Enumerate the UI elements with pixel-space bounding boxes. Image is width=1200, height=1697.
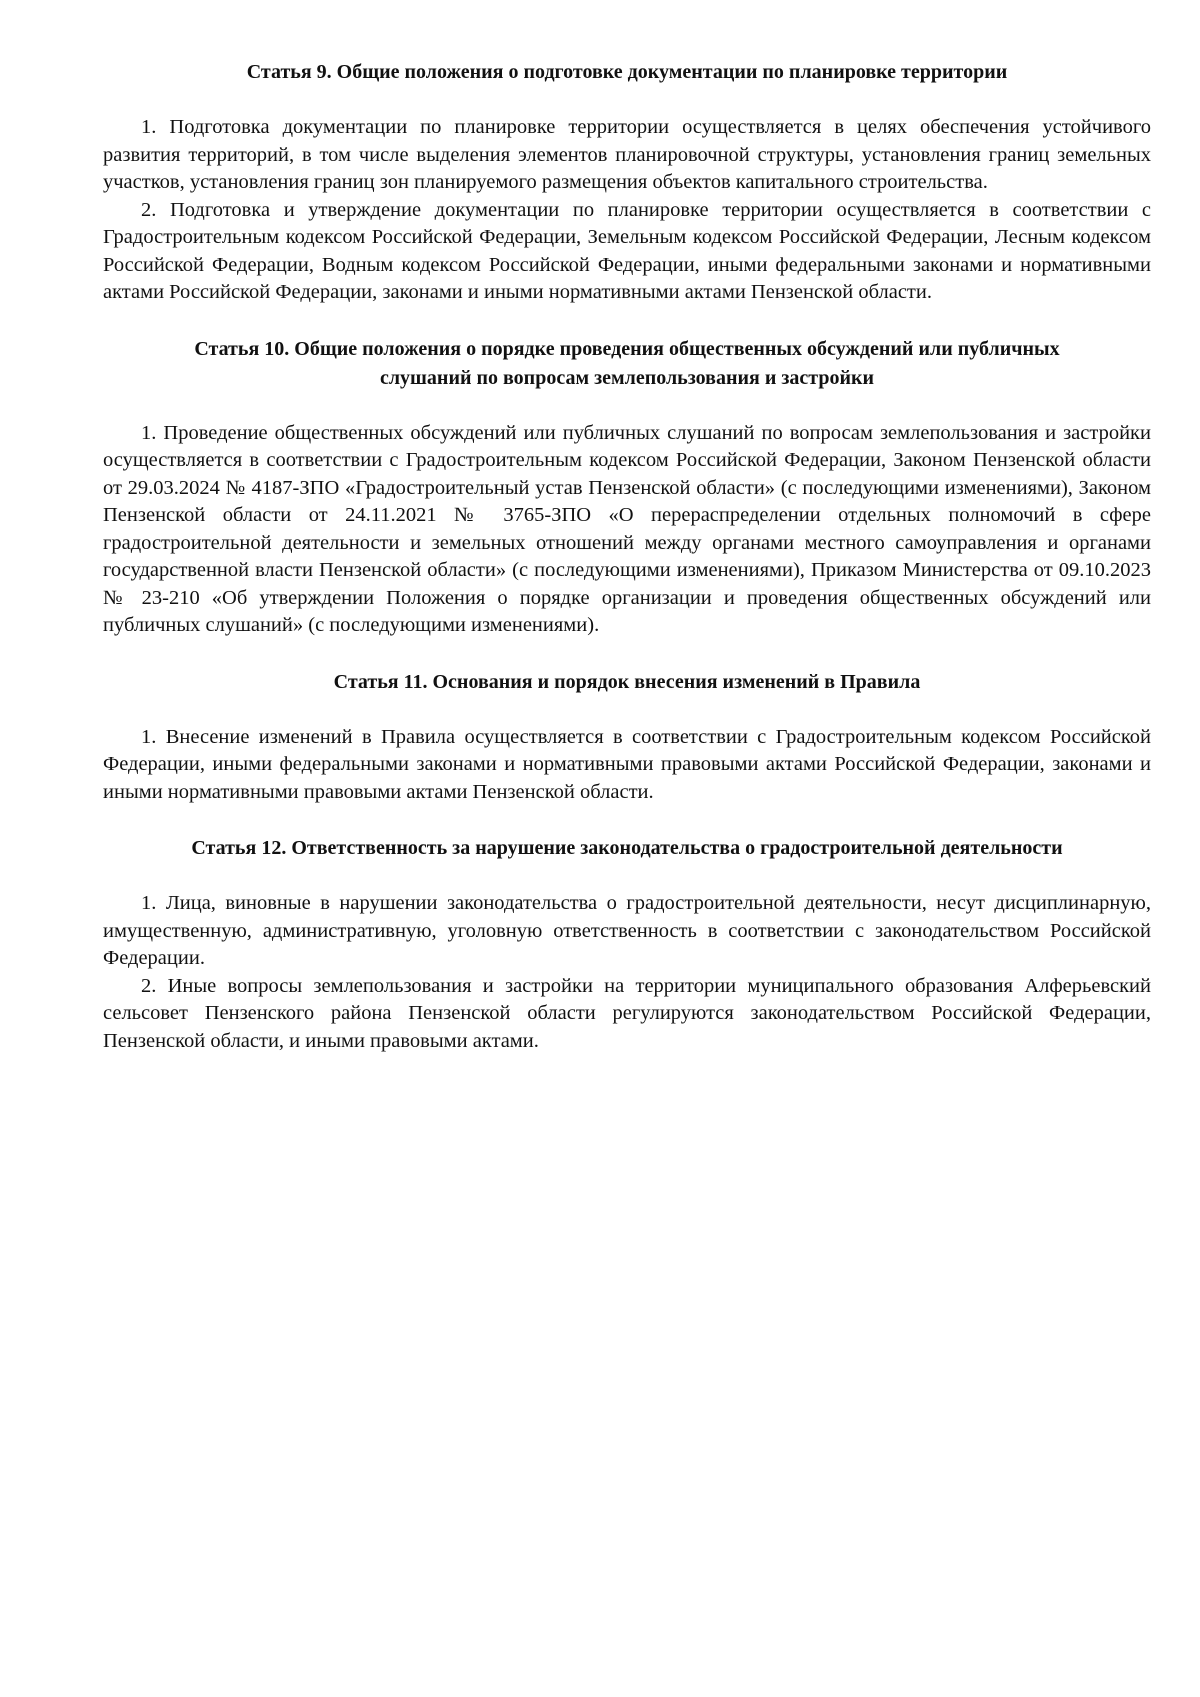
paragraph [103,724,1151,807]
article-title: Статья 9. Общие положения о подготовке документации по планировке территории [246,61,1008,83]
paragraph [103,973,1151,1056]
paragraph-number: 1. [141,725,157,748]
paragraph [103,420,1151,640]
paragraph [103,890,1151,973]
paragraph-text: Лица, виновные в нарушении законодательства о градостроительной деятельности, несут дисциплинарную, имущественную, административную, уголовную ответственность в соответствии с законодательством Российской Федерации. [103,892,1151,969]
article-9 [103,58,1151,307]
article-11 [103,668,1151,807]
paragraph-number: 1. [141,421,157,444]
paragraph-text: Иные вопросы землепользования и застройки на территории муниципального образования Алферьевский сельсовет Пензенского района Пензенской области регулируются законодательством Российской Федерации, Пензенской области, и иными правовыми актами. [103,974,1152,1052]
article-title: Статья 12. Ответственность за нарушение законодательства о градостроительной деятельности [191,837,1063,859]
paragraph-text: Внесение изменений в Правила осуществляется в соответствии с Градостроительным кодексом Российской Федерации, иными федеральными законами и нормативными правовыми актами Российской Федерации, законами и иными нормативными правовыми актами Пензенской области. [103,725,1151,803]
article-title: Статья 10. Общие положения о порядке проведения общественных обсуждений или публичных слушаний по вопросам землепользования и застройки [194,337,1060,389]
article-12 [103,834,1151,1055]
paragraph [103,114,1151,197]
paragraph-text: Проведение общественных обсуждений или публичных слушаний по вопросам землепользования и застройки осуществляется в соответствии с Градостроительным кодексом Российской Федерации, Законом Пензенской области от 29.03.2024 № 4187-ЗПО «Градостроительный устав Пензенской области» (с последующими изменениями), Законом Пензенской области от 24.11.2021 № 3765-ЗПО «О перераспределении отдельных полномочий в сфере градостроительной деятельности и земельных отношений между органами местного самоуправления и органами государственной власти Пензенской области» (с последующими изменениями), Приказом Министерства от 09.10.2023 № 23-210 «Об утверждении Положения о порядке организации и проведения общественных обсуждений или публичных слушаний» (с последующими изменениями). [103,421,1151,636]
article-10 [103,335,1151,640]
paragraph-number: 2. [141,974,157,997]
paragraph-number: 1. [141,116,157,138]
paragraph-text: Подготовка и утверждение документации по планировке территории осуществляется в соответствии с Градостроительным кодексом Российской Федерации, Земельным кодексом Российской Федерации, Лесным кодексом Российской Федерации, Водным кодексом Российской Федерации, иными федеральными законами и нормативными актами Российской Федерации, законами и иными нормативными актами Пензенской области. [103,198,1151,303]
document-page [103,58,1151,1083]
paragraph-number: 1. [141,892,157,914]
paragraph-number: 2. [141,198,157,221]
article-title: Статья 11. Основания и порядок внесения изменений в Правила [333,670,921,693]
paragraph-text: Подготовка документации по планировке территории осуществляется в целях обеспечения устойчивого развития территорий, в том числе выделения элементов планировочной структуры, установления границ земельных участков, установления границ зон планируемого размещения объектов капитального строительства. [103,116,1151,193]
paragraph [103,197,1151,307]
